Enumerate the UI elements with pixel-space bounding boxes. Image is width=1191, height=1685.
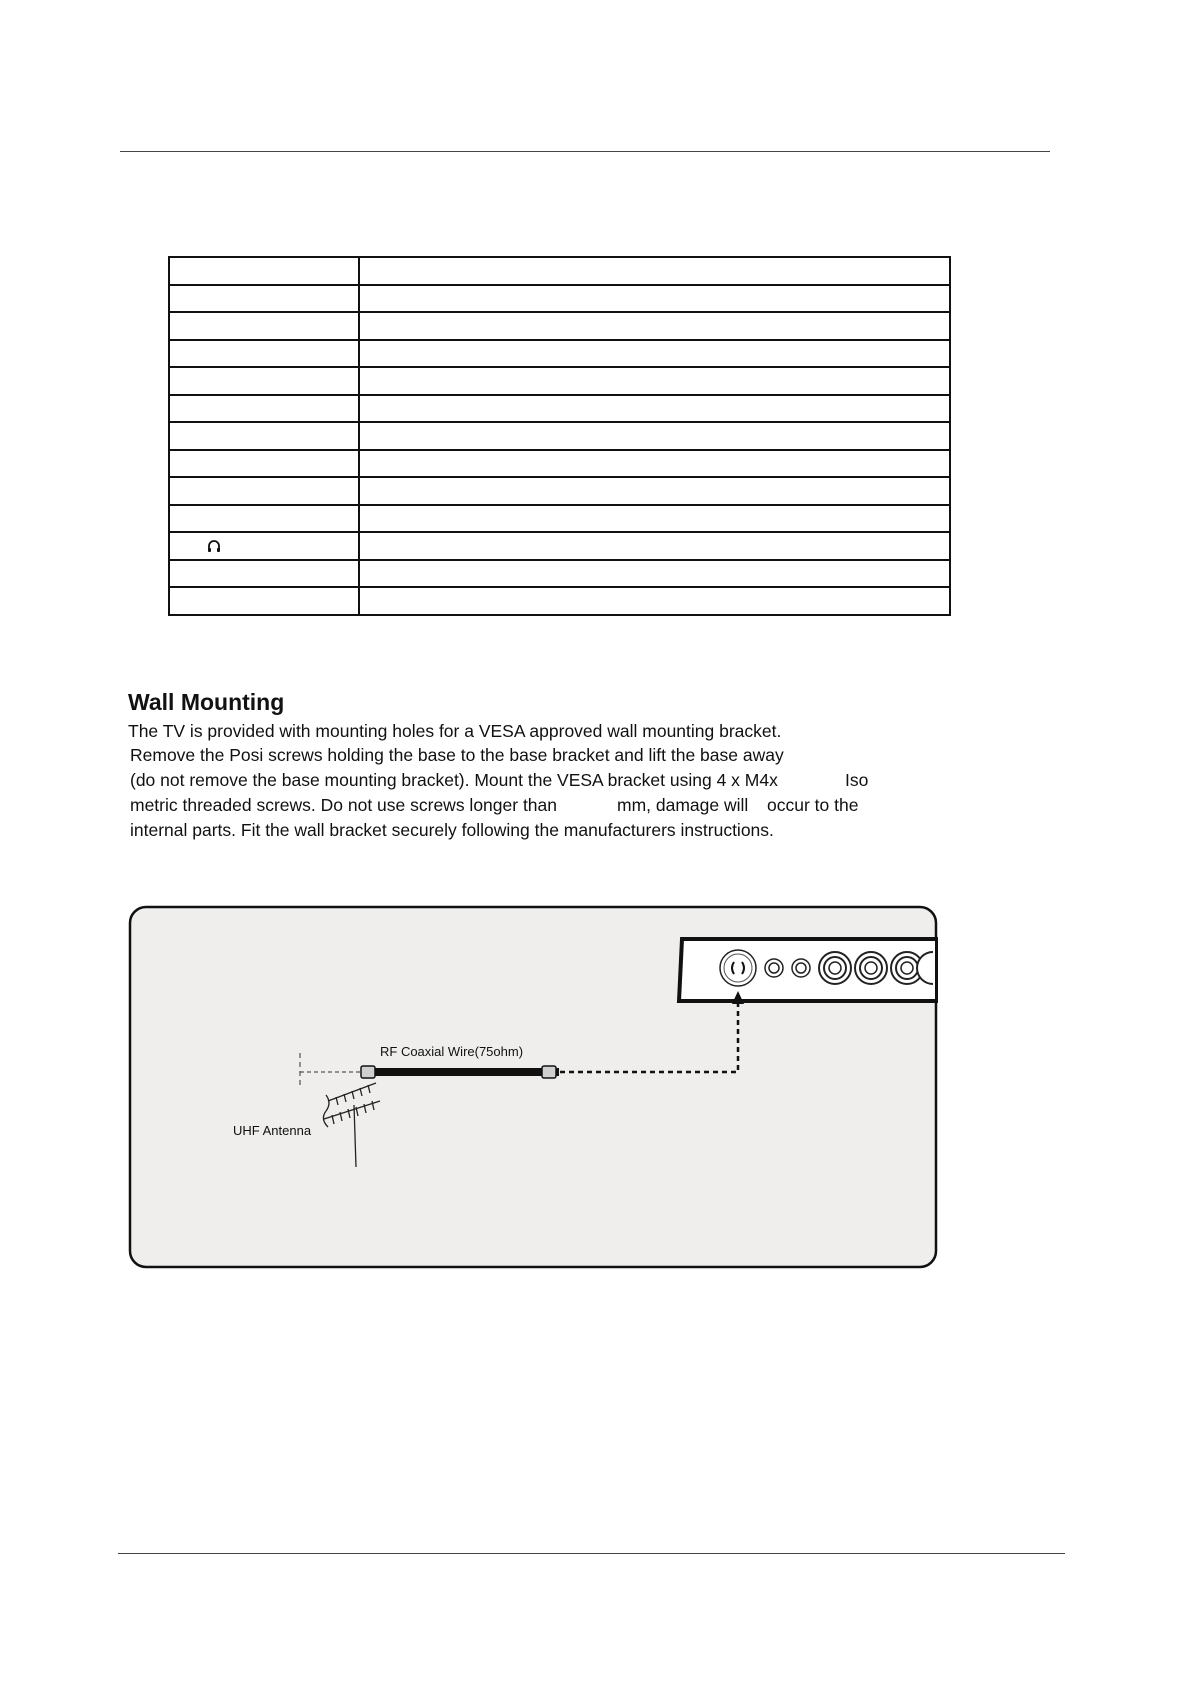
table-row	[169, 285, 950, 313]
table-row	[169, 450, 950, 478]
table-cell-label	[169, 340, 359, 368]
wall-mounting-line-4-mid: mm, damage will	[617, 795, 749, 815]
table-cell-label	[169, 395, 359, 423]
table-cell-label	[169, 587, 359, 615]
wall-mounting-title: Wall Mounting	[128, 689, 285, 715]
header-rule	[120, 151, 1050, 152]
table-cell-value	[359, 312, 950, 340]
wall-mounting-line-2: Remove the Posi screws holding the base to the base bracket and lift the base away	[130, 745, 784, 765]
table-cell-value	[359, 560, 950, 588]
coax-connector-icon	[542, 1066, 556, 1078]
table-cell-label	[169, 450, 359, 478]
wall-mounting-line-5: internal parts. Fit the wall bracket securely following the manufacturers instructions.	[130, 820, 774, 840]
table-row	[169, 532, 950, 560]
spec-table	[168, 256, 951, 616]
table-cell-value	[359, 422, 950, 450]
table-row	[169, 367, 950, 395]
table-cell-label	[169, 560, 359, 588]
antenna-label: UHF Antenna	[233, 1123, 312, 1138]
antenna-connection-diagram	[128, 905, 938, 1269]
table-cell-value	[359, 450, 950, 478]
headphone-icon	[206, 538, 222, 554]
table-cell-value	[359, 285, 950, 313]
wall-mounting-line-3-end: Iso	[845, 770, 869, 790]
coax-connector-icon	[361, 1066, 375, 1078]
table-row	[169, 257, 950, 285]
footer-rule	[118, 1553, 1065, 1554]
wall-mounting-line-1: The TV is provided with mounting holes for a VESA approved wall mounting bracket.	[128, 721, 782, 741]
table-cell-label	[169, 367, 359, 395]
table-cell-label	[169, 505, 359, 533]
table-row	[169, 395, 950, 423]
table-cell-label	[169, 532, 359, 560]
table-row	[169, 340, 950, 368]
table-cell-value	[359, 395, 950, 423]
rf-input-jack-icon	[720, 950, 756, 986]
table-cell-label	[169, 257, 359, 285]
table-cell-value	[359, 587, 950, 615]
table-row	[169, 477, 950, 505]
table-cell-value	[359, 367, 950, 395]
wall-mounting-line-4: metric threaded screws. Do not use screws longer than	[130, 795, 557, 815]
audio-jack-icon	[765, 959, 783, 977]
table-cell-value	[359, 505, 950, 533]
wall-mounting-line-3: (do not remove the base mounting bracket). Mount the VESA bracket using 4 x M4x	[130, 770, 778, 790]
cable-label: RF Coaxial Wire(75ohm)	[380, 1044, 524, 1059]
table-cell-label	[169, 285, 359, 313]
table-cell-label	[169, 312, 359, 340]
wall-mounting-line-4-end: occur to the	[767, 795, 859, 815]
rca-jack-icon	[819, 952, 851, 984]
table-row	[169, 505, 950, 533]
table-cell-label	[169, 477, 359, 505]
table-cell-label	[169, 422, 359, 450]
table-row	[169, 587, 950, 615]
table-cell-value	[359, 477, 950, 505]
table-row	[169, 422, 950, 450]
audio-jack-icon	[792, 959, 810, 977]
table-cell-value	[359, 257, 950, 285]
tv-rear-panel	[679, 939, 937, 1001]
table-row	[169, 312, 950, 340]
table-cell-value	[359, 340, 950, 368]
table-row	[169, 560, 950, 588]
rca-jack-icon	[855, 952, 887, 984]
table-cell-value	[359, 532, 950, 560]
